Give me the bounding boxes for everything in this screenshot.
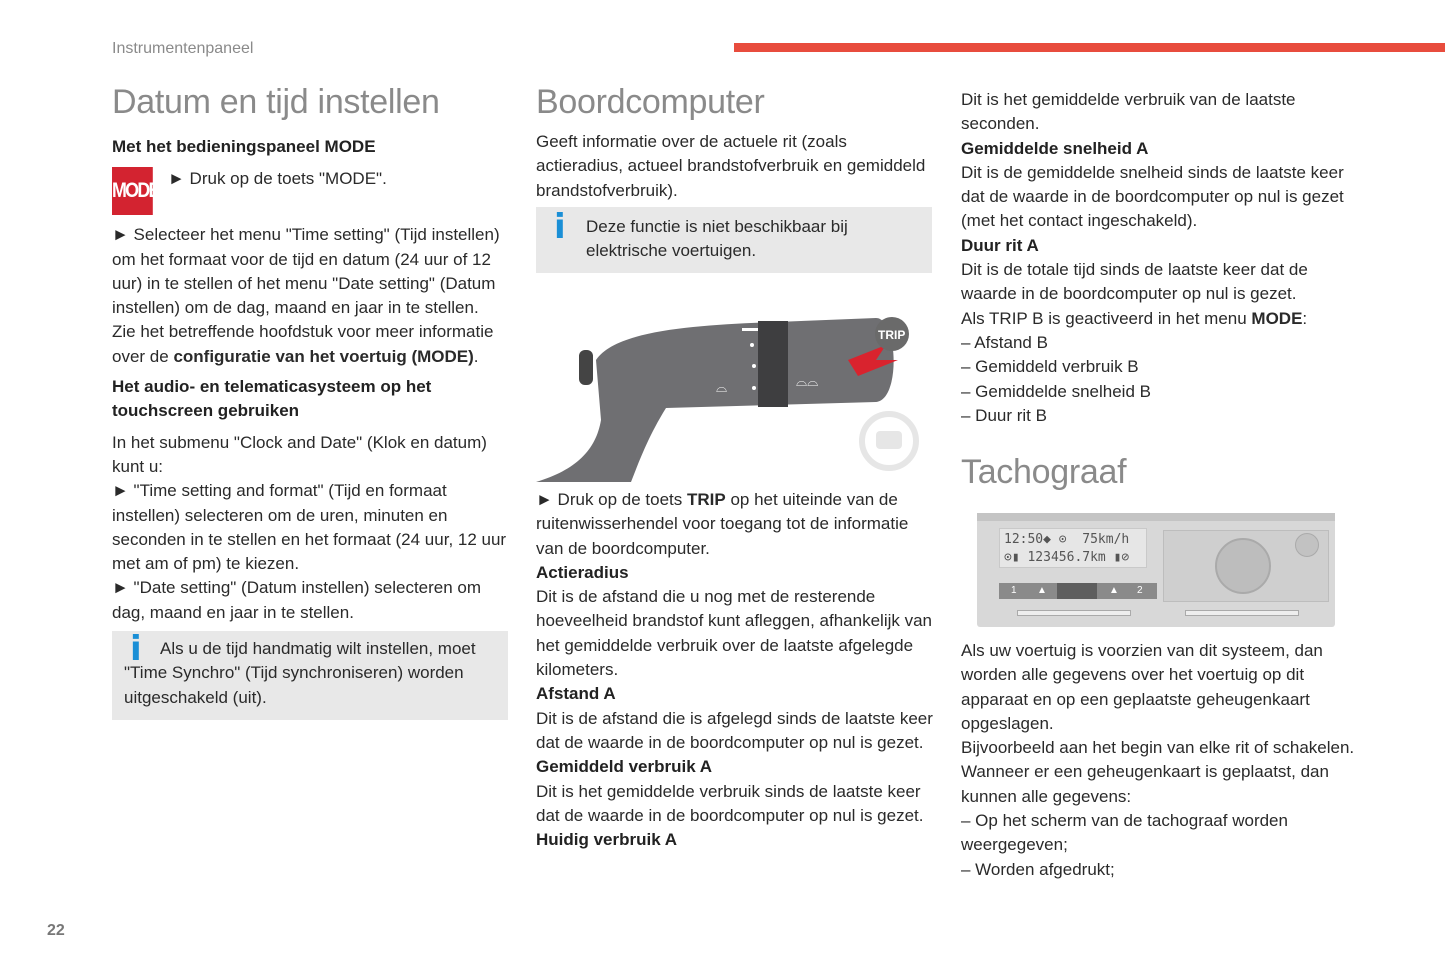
paragraph: Geeft informatie over de actuele rit (zoals actieradius, actueel brandstofverbruik en gemiddeld brandstofverbruik). [536, 132, 926, 200]
section-title: Datum en tijd instellen [112, 83, 440, 121]
heading: Afstand A [536, 684, 616, 704]
info-icon: i [130, 629, 142, 670]
tachograph-display [999, 528, 1147, 568]
heading: Duur rit A [961, 235, 1039, 255]
text: TRIP [687, 490, 726, 509]
list-item: – Gemiddelde snelheid B [961, 381, 1151, 401]
driver1-button[interactable]: 1 [1011, 585, 1017, 596]
wiper-stalk-illustration [536, 300, 936, 485]
tachograph-illustration [977, 513, 1335, 627]
section-accent-bar [734, 43, 1445, 52]
paragraph: Bijvoorbeeld aan het begin van elke rit of schakelen. [961, 738, 1355, 758]
heading: Gemiddelde snelheid A [961, 138, 1149, 158]
paragraph: ► Selecteer het menu "Time setting" (Tijd instellen) om het formaat voor de tijd en datum (24 uur of 12 uur) in te stellen of het menu "Date setting" (Datum instellen) om de dag, maand en jaar in te stellen. [112, 225, 500, 318]
heading: Huidig verbruik A [536, 830, 678, 850]
navigation-buttons[interactable] [1215, 538, 1271, 594]
round-button[interactable] [1295, 533, 1319, 557]
paragraph: ► "Time setting and format" (Tijd en formaat instellen) selecteren om de uren, minuten en seconden in te stellen en het formaat (24 uur, 12 uur met am of pm) te kiezen. [112, 481, 507, 574]
heading: Actieradius [536, 562, 629, 582]
svg-text:⌓: ⌓ [716, 379, 728, 395]
paragraph: Als uw voertuig is voorzien van dit systeem, dan worden alle gegevens over het voertuig op dit apparaat en op een geplaatste geheugenkaart opgeslagen. [961, 641, 1323, 733]
info-text: Als u de tijd handmatig wilt instellen, moet "Time Synchro" (Tijd synchroniseren) worden uitgeschakeld (uit). [124, 639, 476, 707]
text: Als TRIP B is geactiveerd in het menu [961, 308, 1252, 328]
text: : [1302, 308, 1308, 328]
display-line: 12:50◆ ⊙ 75km/h [1004, 532, 1130, 547]
page-number: 22 [47, 922, 65, 939]
section-header: Instrumentenpaneel [112, 40, 254, 57]
paragraph: Dit is het gemiddelde verbruik van de laatste seconden. [961, 90, 1296, 134]
heading: Gemiddeld verbruik A [536, 757, 713, 777]
svg-text:⌓⌓: ⌓⌓ [796, 373, 819, 389]
step-text: ► Druk op de toets "MODE". [168, 169, 387, 189]
heading-audio: Het audio- en telematicasysteem op het touchscreen gebruiken [112, 377, 432, 421]
list-item: – Op het scherm van de tachograaf worden weergegeven; [961, 811, 1288, 855]
tachograph-buttons [999, 583, 1157, 599]
section-title: Boordcomputer [536, 83, 765, 121]
paragraph: Wanneer er een geheugenkaart is geplaatst, dan kunnen alle gegevens: [961, 762, 1329, 806]
paragraph: ► "Date setting" (Datum instellen) selecteren om dag, maand en jaar in te stellen. [112, 578, 482, 622]
list-item: – Duur rit B [961, 405, 1047, 425]
text: ► Druk op de toets [536, 490, 688, 509]
paragraph: In het submenu "Clock and Date" (Klok en datum) kunt u: [112, 432, 487, 476]
list-item: – Gemiddeld verbruik B [961, 357, 1139, 377]
heading-mode: Met het bedieningspaneel MODE [112, 137, 376, 156]
eject-icon[interactable]: ▲ [1109, 585, 1119, 596]
paragraph [112, 320, 508, 369]
list-item: – Worden afgedrukt; [961, 859, 1115, 879]
text: Zie het betreffende hoofdstuk voor meer informatie over de [112, 322, 494, 366]
paragraph: Dit is de gemiddelde snelheid sinds de laatste keer dat de waarde in de boordcomputer op nul is gezet (met het contact ingeschakeld). [961, 162, 1344, 231]
info-box [112, 631, 508, 720]
display-line: ⊙▮ 123456.7km ▮⊘ [1004, 550, 1130, 565]
info-box [536, 207, 932, 273]
paragraph: Dit is de afstand die u nog met de resterende hoeveelheid brandstof kunt afleggen, afhankelijk van het gemiddelde verbruik over de laatste afgelegde kilometers. [536, 587, 933, 680]
paragraph: Dit is de afstand die is afgelegd sinds de laatste keer dat de waarde in de boordcomputer op nul is gezet. [536, 708, 933, 752]
list-item: – Afstand B [961, 332, 1048, 352]
paragraph: Dit is het gemiddelde verbruik sinds de laatste keer dat de waarde in de boordcomputer op nul is gezet. [536, 781, 924, 825]
link-text: configuratie van het voertuig (MODE) [173, 346, 474, 366]
eject-icon[interactable]: ▲ [1037, 585, 1047, 596]
info-text: Deze functie is niet beschikbaar bij elektrische voertuigen. [586, 217, 848, 261]
text: op het uiteinde van de ruitenwisserhendel voor toegang tot de informatie van de boordcomputer. [536, 490, 909, 558]
trip-label: TRIP [878, 328, 906, 342]
text: MODE [1251, 308, 1303, 328]
driver2-button[interactable]: 2 [1137, 585, 1143, 596]
mode-button-icon: MODE [112, 167, 153, 215]
text: . [473, 346, 479, 366]
section-title: Tachograaf [961, 453, 1127, 491]
info-icon: i [554, 207, 566, 247]
paragraph [536, 488, 934, 561]
paragraph: Dit is de totale tijd sinds de laatste keer dat de waarde in de boordcomputer op nul is gezet. [961, 260, 1308, 304]
paragraph [961, 307, 1356, 331]
